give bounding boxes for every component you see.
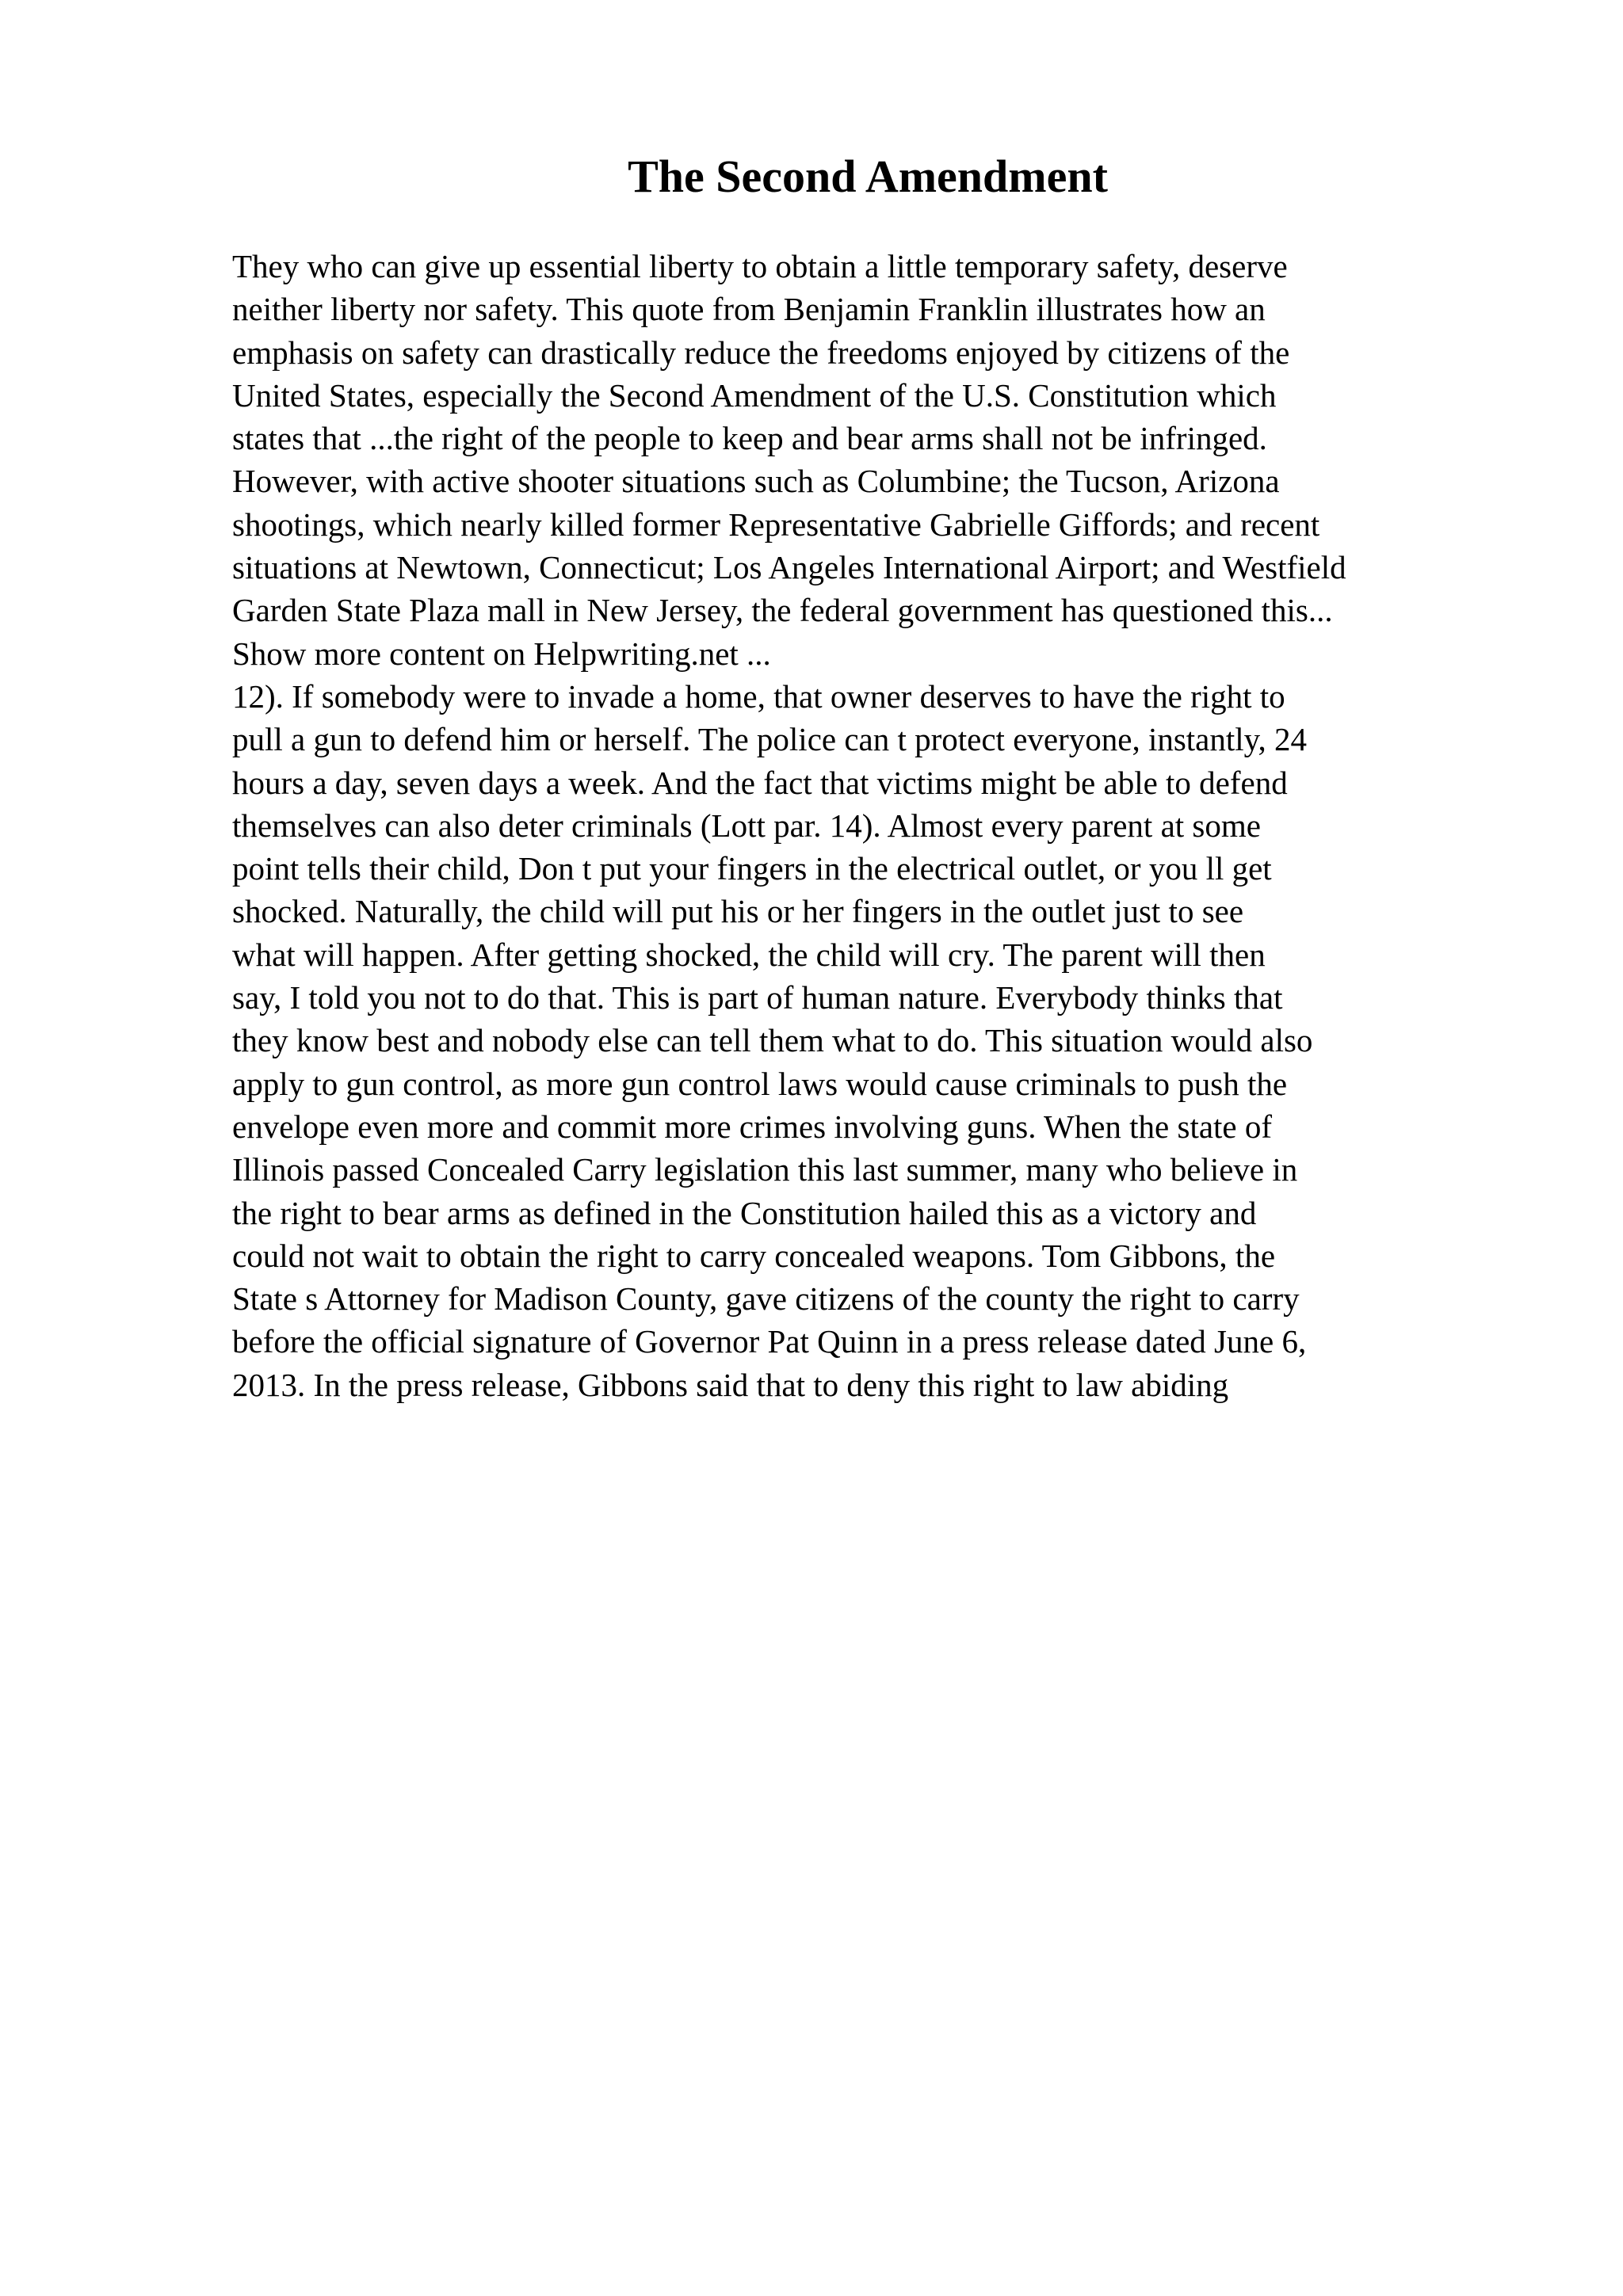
text-line: apply to gun control, as more gun control laws would cause criminals to push the [232, 1065, 1288, 1102]
page-title: The Second Amendment [628, 151, 1108, 202]
text-line: states that ...the right of the people to keep and bear arms shall not be infringed. [232, 420, 1267, 457]
text-line: neither liberty nor safety. This quote from Benjamin Franklin illustrates how an [232, 291, 1266, 328]
text-line: shocked. Naturally, the child will put his or her fingers in the outlet just to see [232, 893, 1244, 930]
text-line: situations at Newtown, Connecticut; Los Angeles International Airport; and Westfield [232, 549, 1346, 586]
text-line: the right to bear arms as defined in the Constitution hailed this as a victory and [232, 1194, 1257, 1231]
text-line: what will happen. After getting shocked, the child will cry. The parent will then [232, 936, 1266, 973]
text-line: say, I told you not to do that. This is part of human nature. Everybody thinks that [232, 979, 1283, 1016]
text-line: point tells their child, Don t put your fingers in the electrical outlet, or you ll get [232, 850, 1272, 887]
text-line: emphasis on safety can drastically reduce the freedoms enjoyed by citizens of the [232, 334, 1290, 371]
text-line: However, with active shooter situations such as Columbine; the Tucson, Arizona [232, 463, 1280, 500]
text-line: pull a gun to defend him or herself. The police can t protect everyone, instantly, 24 [232, 721, 1308, 758]
body-text [232, 245, 1611, 1406]
text-line: they know best and nobody else can tell them what to do. This situation would also [232, 1022, 1313, 1059]
text-line: 2013. In the press release, Gibbons said that to deny this right to law abiding [232, 1366, 1229, 1403]
text-line: hours a day, seven days a week. And the fact that victims might be able to defend [232, 764, 1288, 801]
text-line: shootings, which nearly killed former Representative Gabrielle Giffords; and recent [232, 505, 1320, 543]
text-line: They who can give up essential liberty to obtain a little temporary safety, deserve [232, 248, 1288, 284]
show-more-link[interactable]: Show more content on Helpwriting.net ... [232, 635, 771, 672]
text-line: United States, especially the Second Amendment of the U.S. Constitution which [232, 376, 1277, 414]
text-line: before the official signature of Governor Pat Quinn in a press release dated June 6, [232, 1323, 1307, 1360]
text-line: envelope even more and commit more crimes involving guns. When the state of [232, 1108, 1273, 1145]
text-line: Garden State Plaza mall in New Jersey, the federal government has questioned this... [232, 592, 1333, 629]
text-line: State s Attorney for Madison County, gave citizens of the county the right to carry [232, 1280, 1300, 1318]
text-line: Illinois passed Concealed Carry legislation this last summer, many who believe in [232, 1151, 1298, 1188]
text-line: could not wait to obtain the right to carry concealed weapons. Tom Gibbons, the [232, 1237, 1276, 1274]
text-line: 12). If somebody were to invade a home, that owner deserves to have the right to [232, 677, 1285, 715]
text-line: themselves can also deter criminals (Lott par. 14). Almost every parent at some [232, 807, 1261, 844]
